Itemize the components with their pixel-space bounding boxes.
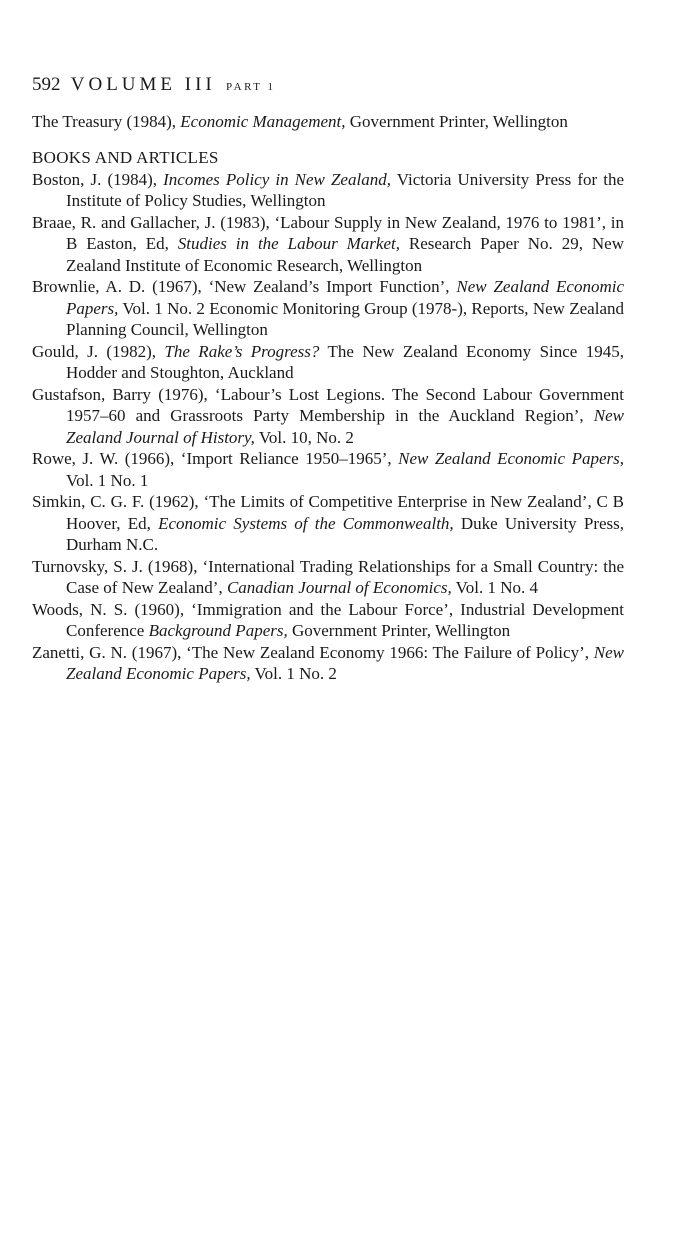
reference-text: Boston, J. (1984), [32,169,164,189]
reference-text: Gustafson, Barry (1976), ‘Labour’s Lost Legions. The Second Labour Government 1957–60 and Grassroots Party Membership in the Auckland Region’, [32,384,624,425]
reference-text: Vol. 10, No. 2 [254,427,354,447]
reference-entry [32,491,624,556]
reference-title: Canadian Journal of Economics, [226,578,452,597]
reference-text: Victoria University Press for the Institute of Policy Studies, Wellington [66,169,624,210]
reference-title: New Zealand Economic Papers, [66,277,624,318]
reference-text: Vol. 1 No. 2 Economic Monitoring Group (1978-), Reports, New Zealand Planning Council, Wellington [66,298,624,339]
reference-text: Brownlie, A. D. (1967), ‘New Zealand’s Import Function’, [32,277,457,296]
reference-title: Background Papers, [148,621,288,640]
reference-text: Rowe, J. W. (1966), ‘Import Reliance 1950–1965’, [32,449,399,468]
running-head [32,74,624,99]
official-publications-list [32,111,624,133]
reference-text: Vol. 1 No. 4 [451,578,539,597]
volume-label: VOLUME III [70,74,216,95]
reference-title: Incomes Policy in New Zealand, [163,169,391,189]
reference-entry [32,169,624,212]
page-number: 592 [32,74,61,95]
reference-title: Economic Systems of the Commonwealth, [158,513,454,533]
reference-text: The New Zealand Economy Since 1945, Hodder and Stoughton, Auckland [66,341,624,382]
reference-list [32,169,624,685]
reference-entry [32,556,624,599]
reference-text: Government Printer, Wellington [287,621,511,640]
reference-entry [32,276,624,341]
reference-entry [32,642,624,685]
reference-entry [32,599,624,642]
reference-entry [32,448,624,491]
reference-text: Turnovsky, S. J. (1968), ‘International Trading Relationships for a Small Country: the Case of New Zealand’, [32,556,624,597]
reference-title: The Rake’s Progress? [164,341,320,361]
reference-text: Research Paper No. 29, New Zealand Institute of Economic Research, Wellington [66,234,624,275]
reference-entry [32,111,624,133]
section-heading: BOOKS AND ARTICLES [32,148,219,167]
reference-text: Simkin, C. G. F. (1962), ‘The Limits of Competitive Enterprise in New Zealand’, C B Hoover, Ed, [32,492,624,533]
reference-text: Duke University Press, Durham N.C. [66,513,625,554]
reference-title: New Zealand Journal of History, [66,406,624,447]
reference-text: Zanetti, G. N. (1967), ‘The New Zealand Economy 1966: The Failure of Policy’, [32,642,594,662]
reference-text: The Treasury (1984), [32,111,181,131]
reference-entry [32,341,624,384]
reference-entry [32,384,624,449]
reference-title: New Zealand Economic Papers, [66,642,624,683]
reference-text: Vol. 1 No. 1 [66,470,149,490]
document-page [32,74,624,685]
reference-text: Government Printer, Wellington [345,111,568,131]
reference-title: Economic Management, [180,111,346,131]
reference-text: Vol. 1 No. 2 [250,664,337,683]
reference-text: Woods, N. S. (1960), ‘Immigration and the Labour Force’, Industrial Development Conference [32,599,624,640]
reference-title: Studies in the Labour Market, [177,234,400,253]
reference-text: Braae, R. and Gallacher, J. (1983), ‘Labour Supply in New Zealand, 1976 to 1981’, in B Easton, Ed, [32,212,624,253]
reference-text: Gould, J. (1982), [32,341,165,361]
reference-title: New Zealand Economic Papers, [398,449,624,468]
part-label: PART 1 [226,81,276,93]
reference-entry [32,212,624,277]
